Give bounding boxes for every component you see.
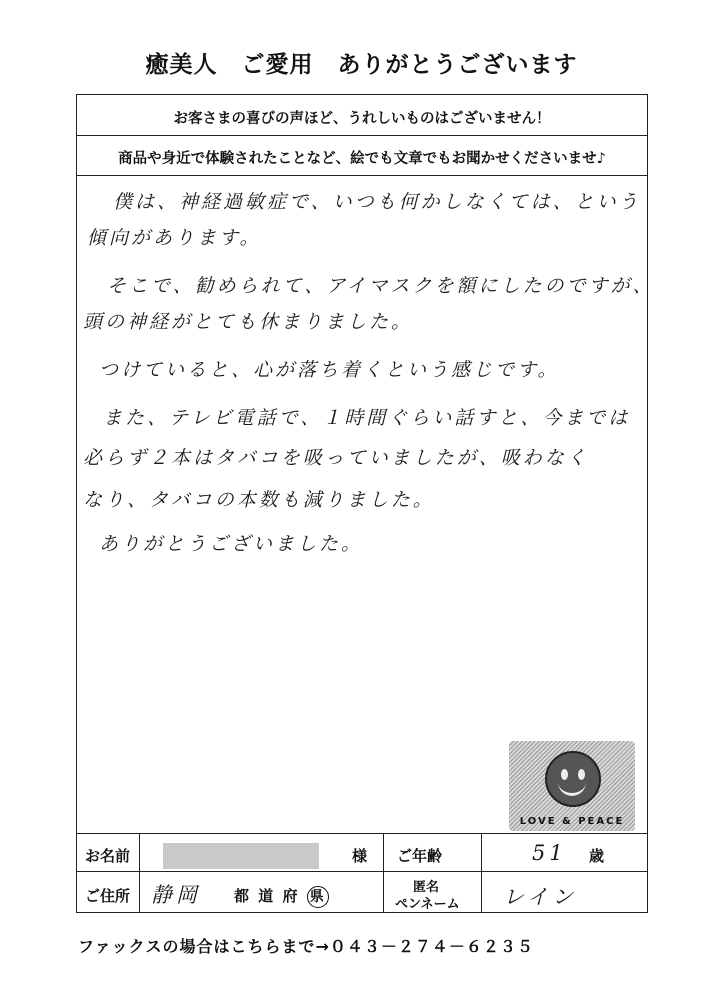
- feedback-form: [76, 94, 655, 913]
- name-redacted: [163, 843, 319, 869]
- form-divider: [383, 833, 384, 913]
- form-divider: [139, 833, 140, 913]
- letter-line: 傾向があります。: [87, 227, 262, 249]
- prefecture-selected: 県: [307, 886, 329, 908]
- prefecture-options-text: 都 道 府: [234, 887, 300, 905]
- prefecture-options: [234, 885, 329, 908]
- penname-label-anonymous: 匿名: [413, 880, 440, 895]
- letter-line: 頭の神経がとても休まりました。: [83, 311, 414, 333]
- header-divider: [77, 135, 647, 136]
- name-label: お名前: [85, 847, 131, 865]
- letter-line: ありがとうございました。: [99, 533, 364, 555]
- letter-line: 必らず２本はタバコを吸っていましたが、吸わなく: [83, 447, 589, 469]
- page-title: 癒美人 ご愛用 ありがとうございます: [145, 52, 578, 78]
- smiley-icon: [545, 751, 601, 807]
- form-divider: [77, 833, 647, 834]
- header-line-2: 商品や身近で体験されたことなど、絵でも文章でもお聞かせくださいませ♪: [118, 151, 606, 167]
- age-value: 51: [532, 841, 567, 865]
- penname-value: レイン: [503, 885, 577, 909]
- letter-line: また、テレビ電話で、１時間ぐらい話すと、今までは: [103, 407, 631, 429]
- address-value: 静岡: [151, 883, 201, 907]
- letter-line: つけていると、心が落ち着くという感じです。: [99, 359, 560, 381]
- header-divider: [77, 175, 647, 176]
- penname-label: ペンネーム: [395, 897, 460, 912]
- age-unit: 歳: [589, 847, 605, 865]
- letter-line: そこで、勧められて、アイマスクを額にしたのですが、: [107, 275, 655, 297]
- form-divider: [77, 871, 647, 872]
- love-and-peace-logo: [509, 741, 635, 831]
- age-label: ご年齢: [397, 847, 443, 865]
- form-divider: [481, 833, 482, 913]
- address-label: ご住所: [85, 887, 131, 905]
- fax-number: ファックスの場合はこちらまで→０４３－２７４－６２３５: [78, 937, 534, 956]
- name-suffix: 様: [352, 847, 368, 865]
- letter-line: なり、タバコの本数も減りました。: [83, 489, 435, 511]
- header-line-1: お客さまの喜びの声ほど、うれしいものはございません！: [173, 111, 551, 127]
- letter-line: 僕は、神経過敏症で、いつも何かしなくては、という: [113, 191, 641, 213]
- logo-wordmark: LOVE & PEACE: [519, 816, 625, 827]
